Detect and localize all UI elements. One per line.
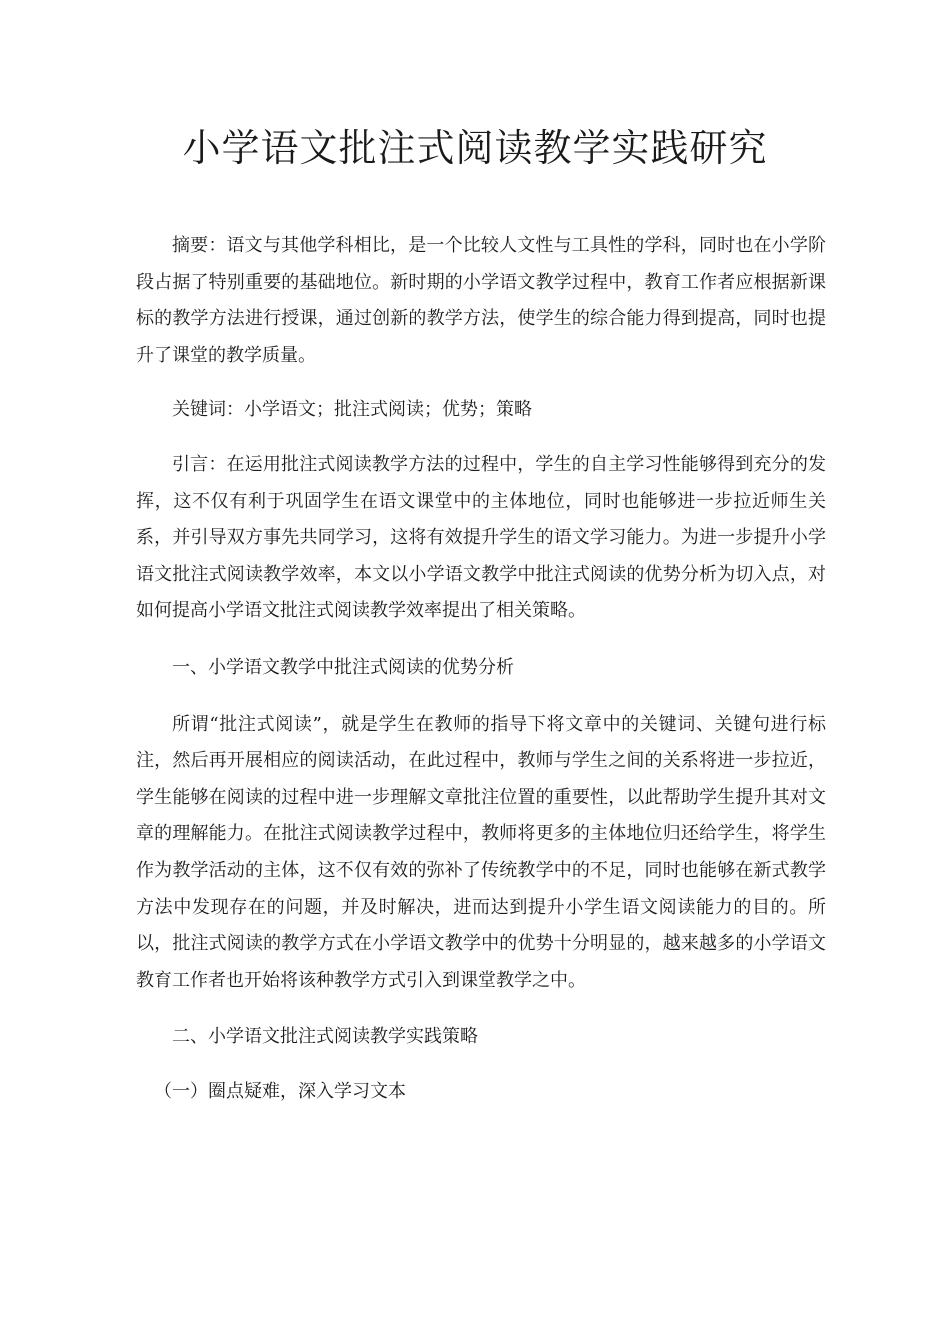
page-title: 小学语文批注式阅读教学实践研究 — [182, 126, 768, 170]
keywords-paragraph: 关键词：小学语文；批注式阅读；优势；策略 — [172, 399, 532, 421]
document-body — [136, 228, 826, 1110]
abstract-paragraph: 摘要：语文与其他学科相比，是一个比较人文性与工具性的学科，同时也在小学阶段占据了特别重要的基础地位。新时期的小学语文教学过程中，教育工作者应根据新课标的教学方法进行授课，通过创新的教学方法，使学生的综合能力得到提高，同时也提升了课堂的教学质量。 — [136, 235, 826, 366]
section1-body: 所谓“批注式阅读”，就是学生在教师的指导下将文章中的关键词、关键句进行标注，然后再开展相应的阅读活动，在此过程中，教师与学生之间的关系将进一步拉近，学生能够在阅读的过程中进一步理解文章批注位置的重要性，以此帮助学生提升其对文章的理解能力。在批注式阅读教学过程中，教师将更多的主体地位归还给学生，将学生作为教学活动的主体，这不仅有效的弥补了传统教学中的不足，同时也能够在新式教学方法中发现存在的问题，并及时解决，进而达到提升小学生语文阅读能力的目的。所以，批注式阅读的教学方式在小学语文教学中的优势十分明显的，越来越多的小学语文教育工作者也开始将该种教学方式引入到课堂教学之中。 — [136, 713, 826, 991]
section1-heading: 一、小学语文教学中批注式阅读的优势分析 — [172, 656, 514, 678]
section2-subheading-1: （一）圈点疑难，深入学习文本 — [154, 1080, 406, 1102]
section2-heading: 二、小学语文批注式阅读教学实践策略 — [172, 1026, 478, 1048]
intro-paragraph: 引言：在运用批注式阅读教学方法的过程中，学生的自主学习性能够得到充分的发挥，这不仅有利于巩固学生在语文课堂中的主体地位，同时也能够进一步拉近师生关系，并引导双方事先共同学习，这将有效提升学生的语文学习能力。为进一步提升小学语文批注式阅读教学效率，本文以小学语文教学中批注式阅读的优势分析为切入点，对如何提高小学语文批注式阅读教学效率提出了相关策略。 — [136, 453, 826, 622]
